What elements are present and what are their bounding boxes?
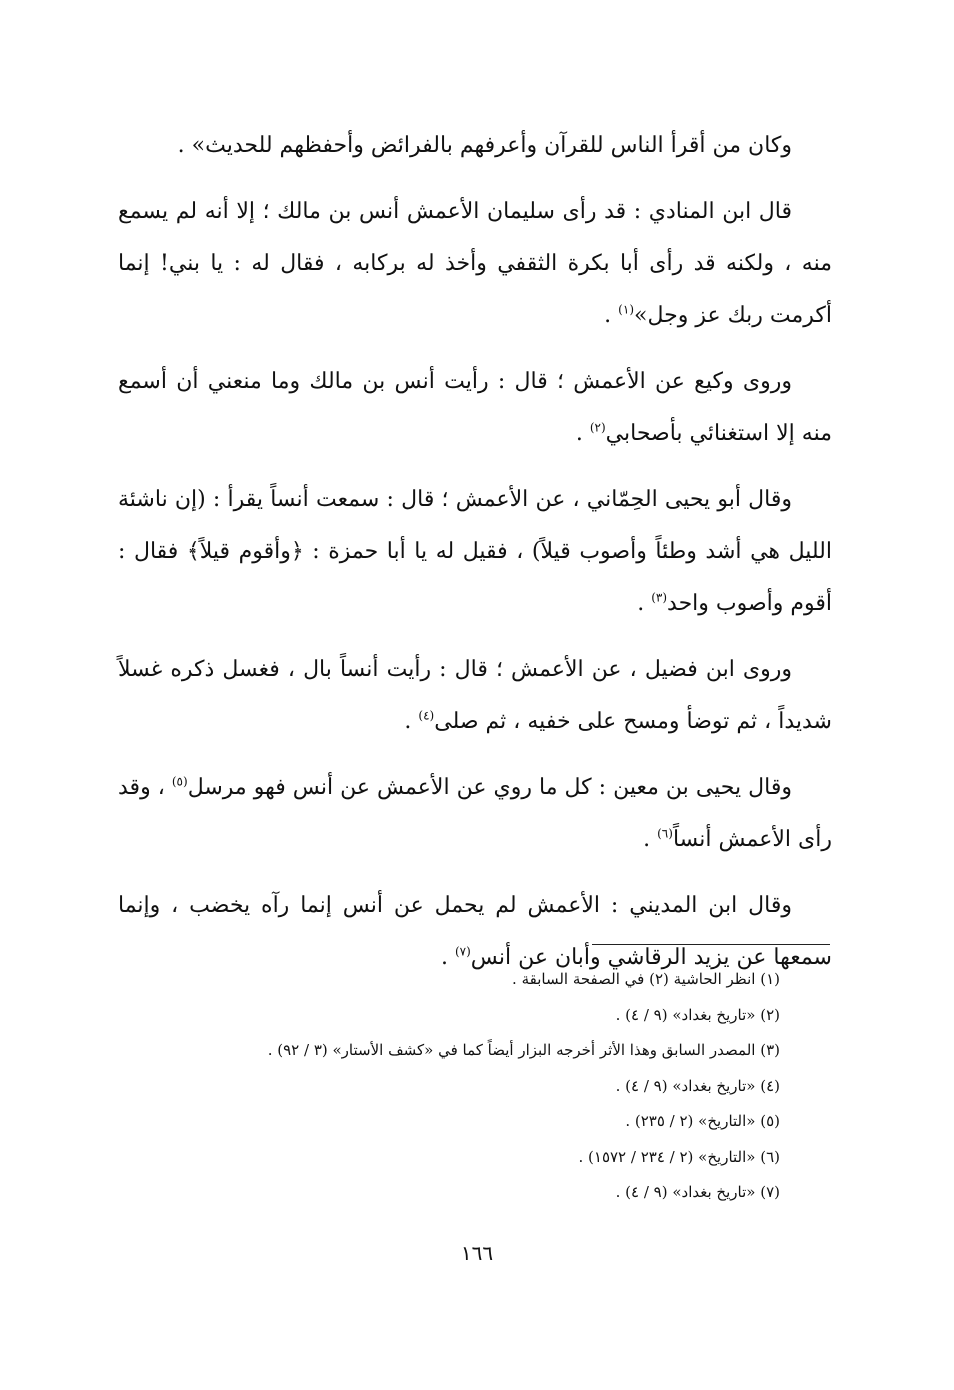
paragraph-1: وكان من أقرأ الناس للقرآن وأعرفهم بالفرائض وأحفظهم للحديث» . [177,133,792,158]
footnote-ref-5[interactable]: (٥) [171,774,188,789]
footnote-ref-1[interactable]: (١) [618,302,634,317]
footnote-7: (٧) «تاريخ بغداد» (٩ / ٤) . [615,1183,780,1201]
footnote-4: (٤) «تاريخ بغداد» (٩ / ٤) . [615,1076,780,1095]
paragraph-5: وروى ابن فضيل ، عن الأعمش ؛ قال : رأيت أنساً بال ، فغسل ذكره غسلاً شديداً ، ثم توضأ ومسح على خفيه ، ثم صلى$^{(٤)}$ . [118,657,832,734]
footnote-ref-4[interactable]: (٤) [418,708,435,723]
paragraph-2: قال ابن المنادي : قد رأى سليمان الأعمش أنس بن مالك ؛ إلا أنه لم يسمع منه ، ولكنه قد رأى أبا بكرة الثقفي وأخذ له بركابه ، فقال له : يا بني! إنما أكرمت ربك عز وجل»$^{(١)}$ . [118,199,832,328]
footnote-6: (٦) «التاريخ» (٢ / ٢٣٤ / ١٥٧٢) . [578,1147,780,1166]
footnote-3: (٣) المصدر السابق وهذا الأثر أخرجه البزار أيضاً كما في «كشف الأستار» (٣ / ٩٢) . [267,1041,780,1059]
footnote-divider [592,944,830,945]
paragraph-4: وقال أبو يحيى الحِمّاني ، عن الأعمش ؛ قال : سمعت أنساً يقرأ : (إن ناشئة الليل هي أشد وطئاً وأصوب قيلاً) ، فقيل له يا أبا حمزة : ﴿وأقوم قيلاً﴾ فقال : أقوم وأصوب واحد$^{(٣)}$ . [118,487,832,616]
page-number: ١٦٦ [460,1241,494,1265]
footnote-2: (٢) «تاريخ بغداد» (٩ / ٤) . [615,1005,780,1024]
footnote-ref-3[interactable]: (٣) [651,590,668,605]
paragraph-6: وقال يحيى بن معين : كل ما روي عن الأعمش عن أنس فهو مرسل$^{(٥)}$ ، وقد رأى الأعمش أنساً$^{(٦)}$ . [118,774,832,852]
footnote-1: (١) انظر الحاشية (٢) في الصفحة السابقة . [512,970,780,988]
footnotes [118,962,780,1211]
main-text [118,120,832,998]
footnote-5: (٥) «التاريخ» (٢ / ٢٣٥) . [625,1112,780,1130]
footnote-ref-7[interactable]: (٧) [454,944,471,959]
paragraph-3: وروى وكيع عن الأعمش ؛ قال : رأيت أنس بن مالك وما منعني أن أسمع منه إلا استغنائي بأصحابي$^{(٢)}$ . [118,369,832,446]
footnote-ref-2[interactable]: (٢) [589,420,606,435]
paragraph-7: وقال ابن المديني : الأعمش لم يحمل عن أنس إنما رآه يخضب ، وإنما سمعها عن يزيد الرقاشي وأبان عن أنس$^{(٧)}$ . [118,893,832,970]
footnote-ref-6[interactable]: (٦) [657,826,673,841]
